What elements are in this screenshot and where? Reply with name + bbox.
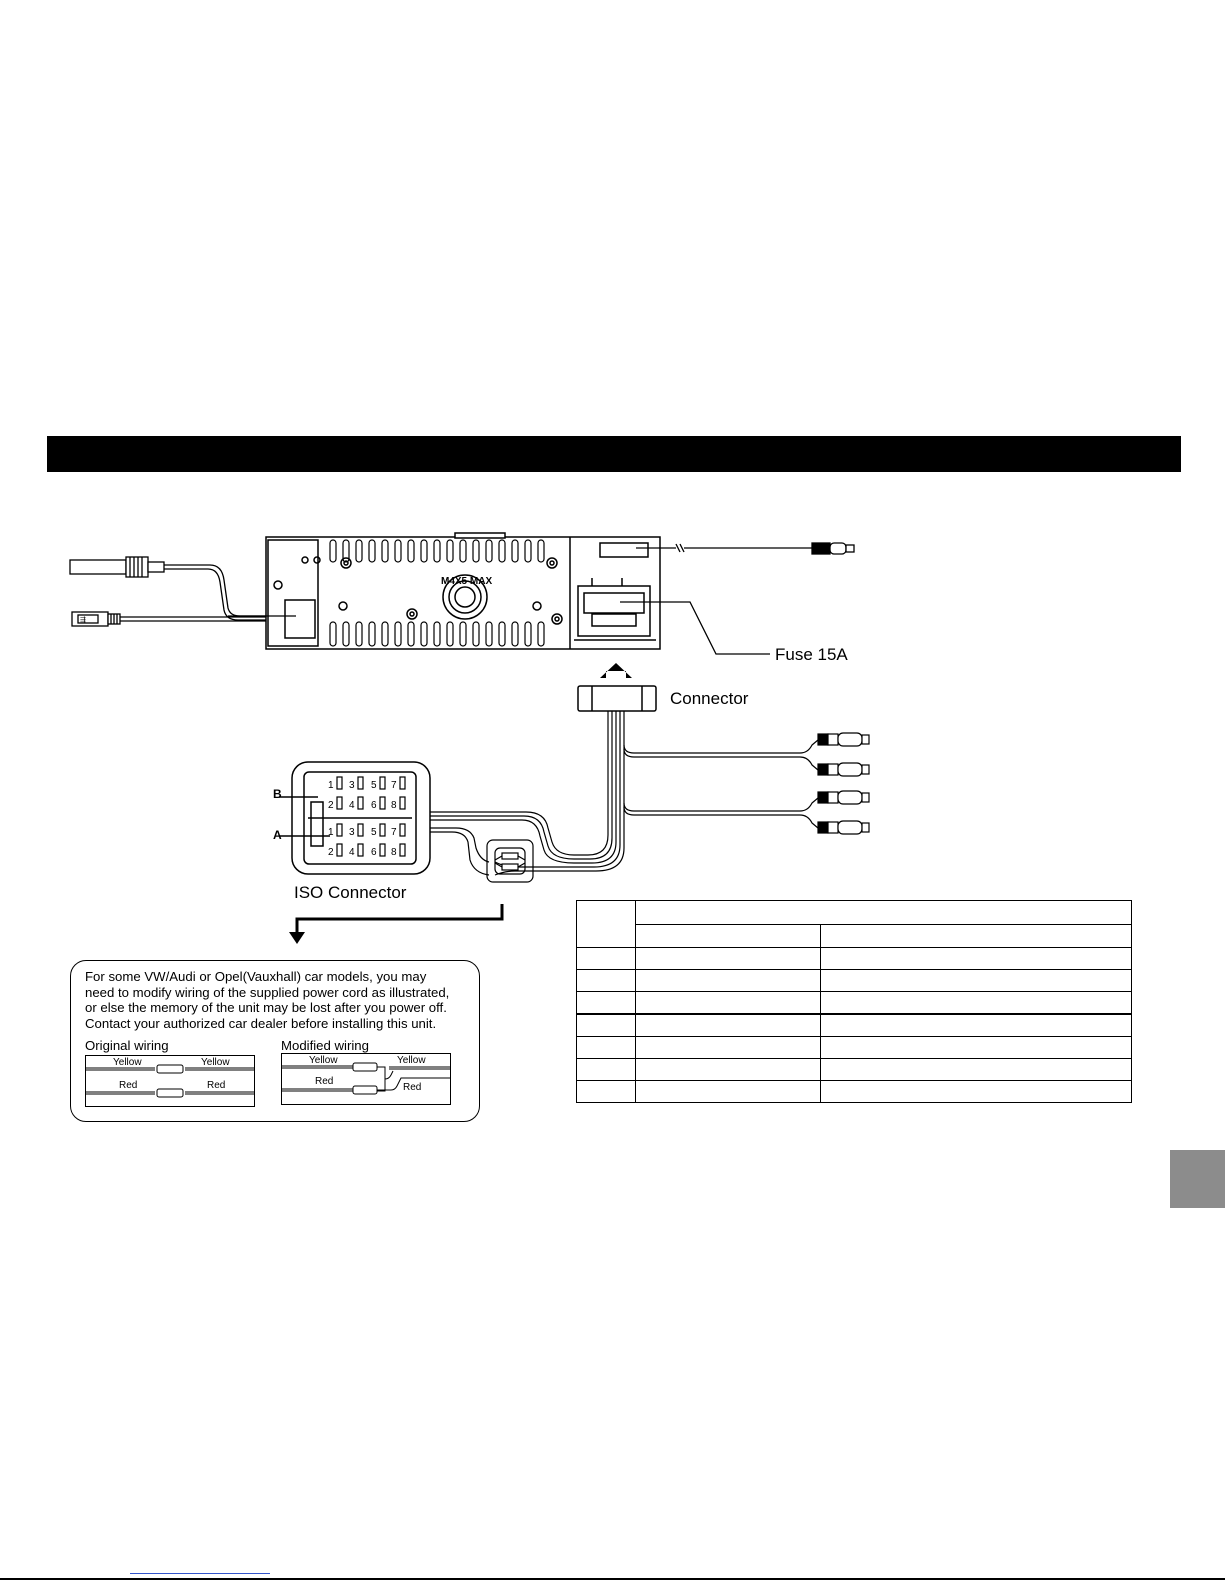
pin-number: 4	[349, 847, 355, 858]
modified-wiring-diagram	[281, 1053, 451, 1105]
remote-lead	[636, 543, 854, 554]
pin-number: 2	[328, 847, 334, 858]
pin-number: 1	[328, 827, 334, 838]
yellow-label: Yellow	[397, 1055, 426, 1066]
page-side-tab	[1170, 1150, 1225, 1208]
wiring-notice	[70, 960, 480, 1122]
table-row	[577, 970, 1132, 992]
connector-label: Connector	[670, 689, 749, 708]
table-cell	[636, 992, 821, 1015]
pin-number: 3	[349, 780, 355, 791]
pin-number: 8	[391, 847, 397, 858]
red-label: Red	[403, 1082, 422, 1093]
red-label: Red	[207, 1080, 226, 1091]
callout-arrow	[297, 904, 502, 932]
table-row	[577, 1014, 1132, 1037]
table-cell	[577, 992, 636, 1015]
pin-number: 6	[371, 800, 377, 811]
pin-number: 7	[391, 780, 397, 791]
pin-number: 3	[349, 827, 355, 838]
table-row	[577, 1081, 1132, 1103]
table-cell	[821, 1081, 1132, 1103]
notice-line: need to modify wiring of the supplied power cord as illustrated,	[85, 984, 450, 1000]
notice-line: For some VW/Audi or Opel(Vauxhall) car models, you may	[85, 969, 427, 984]
side-b-label: B	[273, 787, 282, 801]
callout-arrow-head-icon	[289, 932, 305, 944]
pin-assignment-table	[576, 900, 1132, 1103]
head-unit-rear	[266, 533, 660, 649]
table-cell	[577, 1059, 636, 1081]
table-cell	[821, 970, 1132, 992]
usb-plug	[72, 612, 290, 626]
pin-number: 4	[349, 800, 355, 811]
table-cell	[636, 901, 1132, 925]
svg-text:⇶: ⇶	[80, 617, 86, 624]
connector-block	[578, 686, 656, 711]
rca-plugs	[818, 733, 869, 834]
side-a-label: A	[273, 828, 282, 842]
rca-plug	[818, 821, 869, 834]
original-wiring-diagram	[85, 1055, 255, 1107]
table-cell	[821, 1059, 1132, 1081]
footer-link-underline[interactable]	[130, 1573, 270, 1574]
fuse-label: Fuse 15A	[775, 645, 848, 664]
antenna-plug	[70, 557, 290, 620]
wire-harness	[430, 711, 818, 875]
table-cell	[577, 1037, 636, 1059]
rca-plug	[818, 733, 869, 746]
pin-number: 2	[328, 800, 334, 811]
pin-number: 8	[391, 800, 397, 811]
table-cell	[821, 1014, 1132, 1037]
table-cell	[577, 970, 636, 992]
iso-connector-label: ISO Connector	[294, 883, 407, 902]
table-row	[577, 901, 1132, 925]
table-cell	[821, 948, 1132, 970]
table-row	[577, 924, 1132, 948]
table-cell	[636, 1081, 821, 1103]
notice-line: Contact your authorized car dealer before installing this unit.	[85, 1015, 437, 1031]
table-cell	[577, 901, 636, 948]
rca-plug	[818, 791, 869, 804]
pin-number: 6	[371, 847, 377, 858]
red-label: Red	[119, 1080, 138, 1091]
insert-arrow-icon	[600, 663, 632, 678]
table-cell	[577, 1081, 636, 1103]
footer-rule	[0, 1578, 1225, 1580]
pin-number: 7	[391, 827, 397, 838]
table-row	[577, 992, 1132, 1015]
table-cell	[577, 1014, 636, 1037]
notice-text	[85, 969, 475, 1031]
rca-plug	[818, 763, 869, 776]
table-cell	[636, 1059, 821, 1081]
table-cell	[636, 1014, 821, 1037]
yellow-label: Yellow	[309, 1055, 338, 1066]
notice-line: or else the memory of the unit may be lost after you power off.	[85, 1000, 447, 1015]
pin-number: 5	[371, 827, 377, 838]
table-cell	[636, 1037, 821, 1059]
table-cell	[821, 992, 1132, 1015]
table-cell	[636, 924, 821, 948]
table-cell	[636, 970, 821, 992]
red-label: Red	[315, 1076, 334, 1087]
modified-wiring-title: Modified wiring	[281, 1038, 369, 1053]
pin-number: 1	[328, 780, 334, 791]
yellow-red-joint	[487, 840, 533, 882]
knob-label: M4X5 MAX	[441, 576, 493, 587]
original-wiring-title: Original wiring	[85, 1038, 169, 1053]
yellow-label: Yellow	[201, 1057, 230, 1068]
table-cell	[577, 948, 636, 970]
table-row	[577, 948, 1132, 970]
yellow-label: Yellow	[113, 1057, 142, 1068]
table-cell	[636, 948, 821, 970]
pin-number: 5	[371, 780, 377, 791]
table-cell	[821, 1037, 1132, 1059]
table-row	[577, 1037, 1132, 1059]
table-cell	[821, 924, 1132, 948]
table-row	[577, 1059, 1132, 1081]
